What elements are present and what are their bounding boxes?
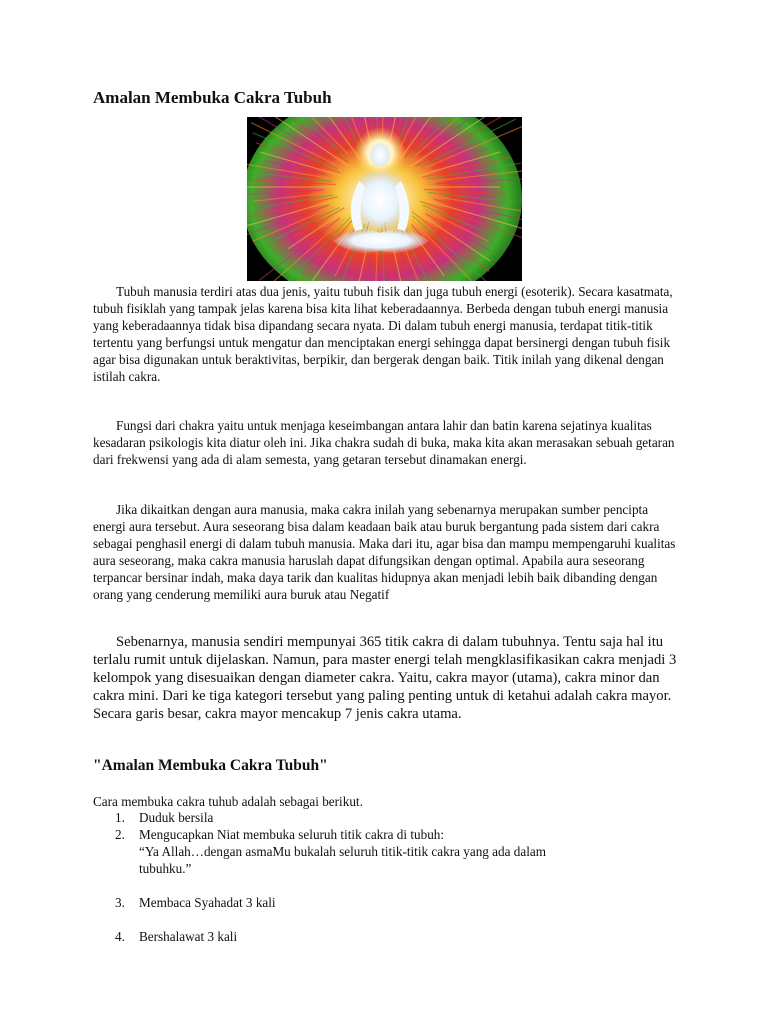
list-item-number: 1. [115, 810, 125, 825]
list-item-text: Mengucapkan Niat membuka seluruh titik cakra di tubuh: [139, 827, 445, 842]
list-item-text: Bershalawat 3 kali [139, 929, 238, 944]
paragraph-tubuh-manusia: Tubuh manusia terdiri atas dua jenis, yaitu tubuh fisik dan juga tubuh energi (esoterik). Secara kasatmata, tubuh fisiklah yang tampak jelas karena bisa kita lihat keberadaannya. Berbeda dengan tubuh energi manusia yang keberadaannya tidak bisa dipandang secara nyata. Di dalam tubuh energi manusia, terdapat titik-titik tertentu yang berfungsi untuk mengatur dan menciptakan energi sehingga dapat bersinergi dengan tubuh fisik agar bisa digunakan untuk beraktivitas, berpikir, dan bergerak dengan baik. Titik inilah yang dikenal dengan istilah cakra. [93, 284, 673, 384]
list-item [93, 928, 653, 945]
steps-intro: Cara membuka cakra tuhub adalah sebagai berikut. [93, 794, 363, 809]
list-item-number: 2. [115, 827, 125, 842]
paragraph-fungsi-chakra: Fungsi dari chakra yaitu untuk menjaga keseimbangan antara lahir dan batin karena sejatinya kualitas kesadaran psikologis kita diatur oleh ini. Jika chakra sudah di buka, maka kita akan merasakan sebuah getaran dari frekwensi yang ada di alam semesta, yang getaran tersebut dinamakan energi. [93, 418, 675, 467]
niat-quote: “Ya Allah…dengan asmaMu bukalah seluruh titik-titik cakra yang ada dalam tubuhku.” [139, 844, 546, 876]
list-item [93, 809, 653, 826]
steps-list [93, 809, 653, 945]
list-item [93, 826, 653, 877]
paragraph-aura-manusia: Jika dikaitkan dengan aura manusia, maka cakra inilah yang sebenarnya merupakan sumber pencipta energi aura tersebut. Aura seseorang bisa dalam keadaan baik atau buruk bergantung pada sistem dari cakra sebagai penghasil energi di dalam tubuh manusia. Maka dari itu, agar bisa dan mampu mempengaruhi kualitas aura seseorang, maka cakra manusia haruslah dapat difungsikan dengan optimal. Apabila aura seseorang terpancar bersinar indah, maka daya tarik dan kualitas hidupnya akan menjadi lebih baik dibanding dengan orang yang cenderung memiliki aura buruk atau Negatif [93, 502, 676, 602]
list-item-text: Membaca Syahadat 3 kali [139, 895, 276, 910]
list-item-number: 3. [115, 895, 125, 910]
paragraph-365-titik-cakra: Sebenarnya, manusia sendiri mempunyai 365 titik cakra di dalam tubuhnya. Tentu saja hal itu terlalu rumit untuk dijelaskan. Namun, para master energi telah mengklasifikasikan cakra menjadi 3 kelompok yang disesuaikan dengan diameter cakra. Yaitu, cakra mayor (utama), cakra minor dan cakra mini. Dari ke tiga kategori tersebut yang paling penting untuk di ketahui adalah cakra mayor. Secara garis besar, cakra mayor mencakup 7 jenis cakra utama. [93, 634, 677, 722]
list-item-number: 4. [115, 929, 125, 944]
list-item [93, 894, 653, 911]
meditating-figure-image [247, 117, 522, 281]
list-item-text: Duduk bersila [139, 810, 214, 825]
section-heading: "Amalan Membuka Cakra Tubuh" [93, 757, 328, 774]
page-title: Amalan Membuka Cakra Tubuh [93, 88, 332, 107]
aura-illustration [247, 117, 522, 281]
